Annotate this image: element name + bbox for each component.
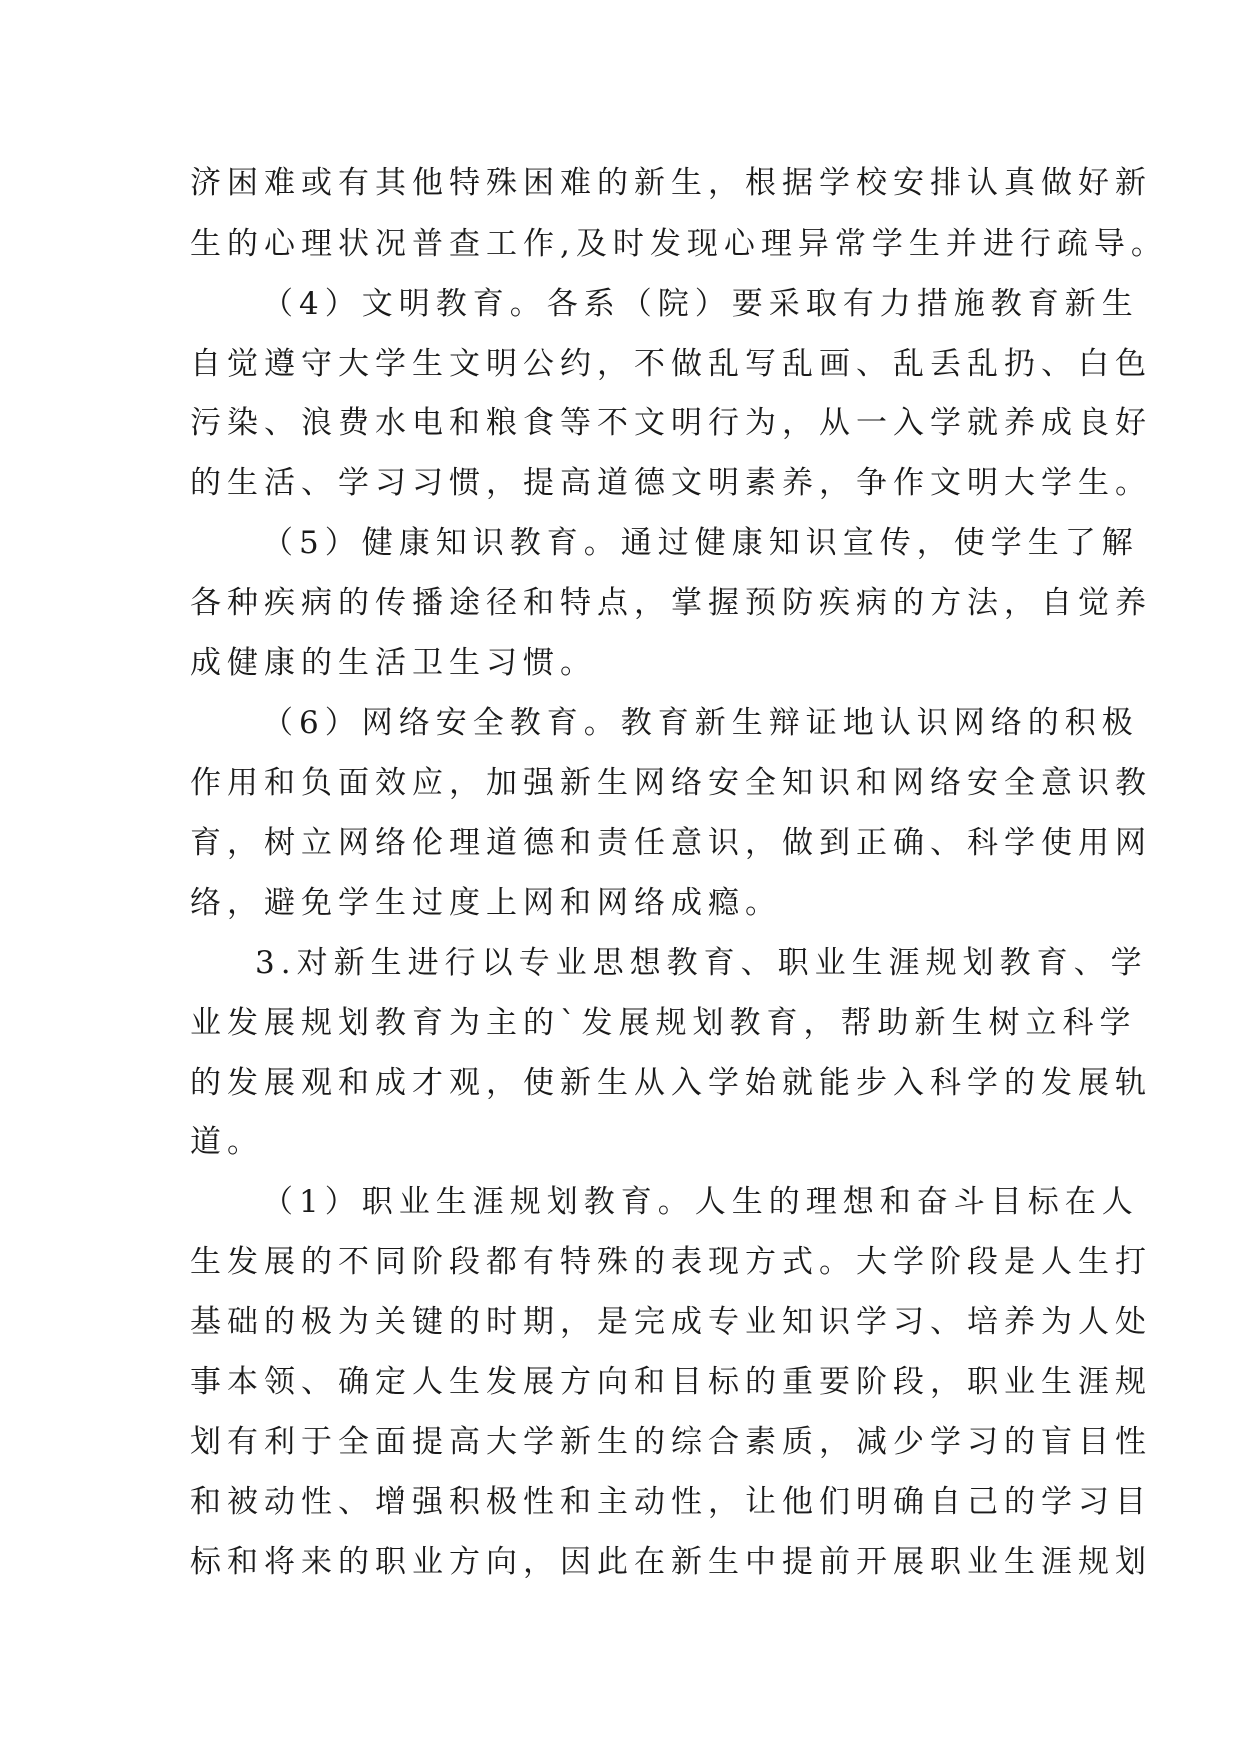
text-line: 济困难或有其他特殊困难的新生，根据学校安排认真做好新: [190, 165, 1152, 201]
text-line: 成健康的生活卫生习惯。: [190, 645, 597, 681]
text-line: 基础的极为关键的时期，是完成专业知识学习、培养为人处: [190, 1304, 1152, 1340]
text-line: 污染、浪费水电和粮食等不文明行为，从一入学就养成良好: [190, 405, 1152, 441]
text-line: 的发展观和成才观，使新生从入学始就能步入科学的发展轨: [190, 1065, 1152, 1101]
text-line: 3.对新生进行以专业思想教育、职业生涯规划教育、学: [255, 945, 1148, 981]
text-line: 业发展规划教育为主的`发展规划教育，帮助新生树立科学: [190, 1005, 1137, 1041]
text-line: 络，避免学生过度上网和网络成瘾。: [190, 885, 782, 921]
text-line: （1）职业生涯规划教育。人生的理想和奋斗目标在人: [262, 1184, 1139, 1220]
text-line: 生发展的不同阶段都有特殊的表现方式。大学阶段是人生打: [190, 1244, 1152, 1280]
text-line: 自觉遵守大学生文明公约，不做乱写乱画、乱丢乱扔、白色: [190, 346, 1152, 382]
text-line: （4）文明教育。各系（院）要采取有力措施教育新生: [262, 286, 1139, 322]
text-line: 育，树立网络伦理道德和责任意识，做到正确、科学使用网: [190, 825, 1152, 861]
text-line: 作用和负面效应，加强新生网络安全知识和网络安全意识教: [190, 765, 1152, 801]
text-line: 事本领、确定人生发展方向和目标的重要阶段，职业生涯规: [190, 1364, 1152, 1400]
text-line: （5）健康知识教育。通过健康知识宣传，使学生了解: [262, 525, 1139, 561]
text-line: 生的心理状况普查工作,及时发现心理异常学生并进行疏导。: [190, 226, 1168, 262]
text-line: 道。: [190, 1124, 264, 1160]
text-line: 各种疾病的传播途径和特点，掌握预防疾病的方法，自觉养: [190, 585, 1152, 621]
text-line: 的生活、学习习惯，提高道德文明素养，争作文明大学生。: [190, 465, 1152, 501]
text-line: （6）网络安全教育。教育新生辩证地认识网络的积极: [262, 705, 1139, 741]
text-line: 标和将来的职业方向，因此在新生中提前开展职业生涯规划: [190, 1544, 1152, 1580]
text-line: 划有利于全面提高大学新生的综合素质，减少学习的盲目性: [190, 1424, 1152, 1460]
text-line: 和被动性、增强积极性和主动性，让他们明确自己的学习目: [190, 1484, 1152, 1520]
